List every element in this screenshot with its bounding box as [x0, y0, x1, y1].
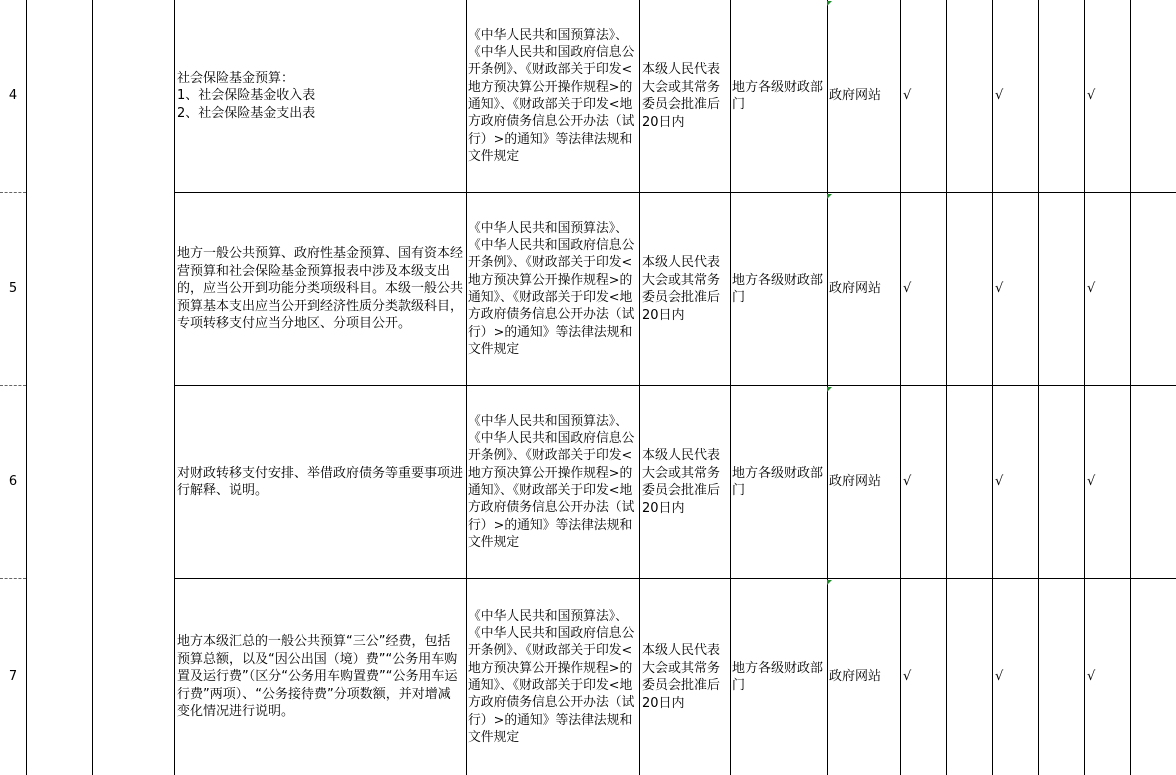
checkmark: √	[995, 88, 1004, 104]
timing-text: 本级人民代表大会或其常务委员会批准后20日内	[642, 255, 721, 323]
table-cell-basis[interactable]	[466, 0, 639, 192]
column-border	[1130, 0, 1131, 775]
table-cell-subject[interactable]	[730, 0, 827, 192]
table-cell-content[interactable]	[174, 193, 466, 385]
checkmark: √	[1087, 88, 1096, 104]
table-cell-check[interactable]	[900, 0, 930, 192]
table-cell-channel[interactable]	[827, 0, 900, 192]
subject-text: 地方各级财政部门	[732, 79, 824, 112]
table-cell-timing[interactable]	[639, 0, 730, 192]
table-cell-check[interactable]	[900, 193, 930, 385]
checkmark: √	[903, 474, 912, 490]
row-index-label: 7	[8, 669, 18, 685]
table-cell-subject[interactable]	[730, 386, 827, 578]
checkmark: √	[995, 474, 1004, 490]
content-text: 社会保险基金预算： 1、社会保险基金收入表 2、社会保险基金支出表	[177, 70, 316, 121]
table-cell-basis[interactable]	[466, 386, 639, 578]
content-text: 对财政转移支付安排、举借政府债务等重要事项进行解释、说明。	[177, 465, 464, 498]
row-index-label: 5	[8, 281, 18, 297]
row-index[interactable]	[0, 0, 26, 192]
content-text: 地方本级汇总的一般公共预算“三公”经费，包括预算总额，以及“因公出国（境）费”“公务用车购置及运行费”（区分“公务用车购置费”“公务用车运行费”两项）、“公务接待费”分项数额，并对增减变化情况进行说明。	[177, 634, 458, 720]
table-cell-check[interactable]	[1084, 579, 1114, 775]
channel-text: 政府网站	[829, 669, 882, 685]
table-cell-channel[interactable]	[827, 579, 900, 775]
checkmark: √	[1087, 669, 1096, 685]
table-cell-timing[interactable]	[639, 193, 730, 385]
table-cell-check[interactable]	[992, 193, 1022, 385]
table-cell-check[interactable]	[1084, 0, 1114, 192]
basis-text: 《中华人民共和国预算法》、《中华人民共和国政府信息公开条例》、《财政部关于印发<地方预决算公开操作规程>的通知》、《财政部关于印发<地方政府债务信息公开办法（试行）>的通知》等法律法规和文件规定	[468, 413, 635, 550]
table-cell-channel[interactable]	[827, 193, 900, 385]
column-border	[26, 0, 27, 775]
table-cell-check[interactable]	[900, 386, 930, 578]
timing-text: 本级人民代表大会或其常务委员会批准后20日内	[642, 448, 721, 516]
table-cell-timing[interactable]	[639, 386, 730, 578]
checkmark: √	[995, 281, 1004, 297]
table-cell-check[interactable]	[992, 579, 1022, 775]
checkmark: √	[1087, 474, 1096, 490]
checkmark: √	[1087, 281, 1096, 297]
column-border	[946, 0, 947, 775]
timing-text: 本级人民代表大会或其常务委员会批准后20日内	[642, 62, 721, 130]
table-cell-channel[interactable]	[827, 386, 900, 578]
row-index-label: 4	[8, 88, 18, 104]
row-index-label: 6	[8, 474, 18, 490]
table-cell-basis[interactable]	[466, 579, 639, 775]
table-cell-content[interactable]	[174, 0, 466, 192]
channel-text: 政府网站	[829, 474, 882, 490]
table-cell-timing[interactable]	[639, 579, 730, 775]
table-cell-check[interactable]	[992, 386, 1022, 578]
table-cell-check[interactable]	[1084, 193, 1114, 385]
subject-text: 地方各级财政部门	[732, 272, 824, 305]
table-cell-content[interactable]	[174, 386, 466, 578]
channel-text: 政府网站	[829, 281, 882, 297]
column-border	[92, 0, 93, 775]
basis-text: 《中华人民共和国预算法》、《中华人民共和国政府信息公开条例》、《财政部关于印发<地方预决算公开操作规程>的通知》、《财政部关于印发<地方政府债务信息公开办法（试行）>的通知》等法律法规和文件规定	[468, 608, 635, 745]
row-index[interactable]	[0, 386, 26, 578]
row-index[interactable]	[0, 579, 26, 775]
row-index[interactable]	[0, 193, 26, 385]
table-cell-check[interactable]	[1084, 386, 1114, 578]
table-cell-basis[interactable]	[466, 193, 639, 385]
content-text: 地方一般公共预算、政府性基金预算、国有资本经营预算和社会保险基金预算报表中涉及本级支出的，应当公开到功能分类项级科目。本级一般公共预算基本支出应当公开到经济性质分类款级科目，专项转移支付应当分地区、分项目公开。	[177, 246, 464, 332]
channel-text: 政府网站	[829, 88, 882, 104]
timing-text: 本级人民代表大会或其常务委员会批准后20日内	[642, 643, 721, 711]
checkmark: √	[903, 669, 912, 685]
table-cell-content[interactable]	[174, 579, 466, 775]
table-cell-check[interactable]	[992, 0, 1022, 192]
checkmark: √	[903, 88, 912, 104]
column-border	[1038, 0, 1039, 775]
basis-text: 《中华人民共和国预算法》、《中华人民共和国政府信息公开条例》、《财政部关于印发<地方预决算公开操作规程>的通知》、《财政部关于印发<地方政府债务信息公开办法（试行）>的通知》等法律法规和文件规定	[468, 220, 635, 357]
basis-text: 《中华人民共和国预算法》、《中华人民共和国政府信息公开条例》、《财政部关于印发<地方预决算公开操作规程>的通知》、《财政部关于印发<地方政府债务信息公开办法（试行）>的通知》等法律法规和文件规定	[468, 27, 635, 164]
subject-text: 地方各级财政部门	[732, 660, 824, 693]
table-cell-check[interactable]	[900, 579, 930, 775]
subject-text: 地方各级财政部门	[732, 465, 824, 498]
table-cell-subject[interactable]	[730, 193, 827, 385]
checkmark: √	[995, 669, 1004, 685]
checkmark: √	[903, 281, 912, 297]
table-cell-subject[interactable]	[730, 579, 827, 775]
